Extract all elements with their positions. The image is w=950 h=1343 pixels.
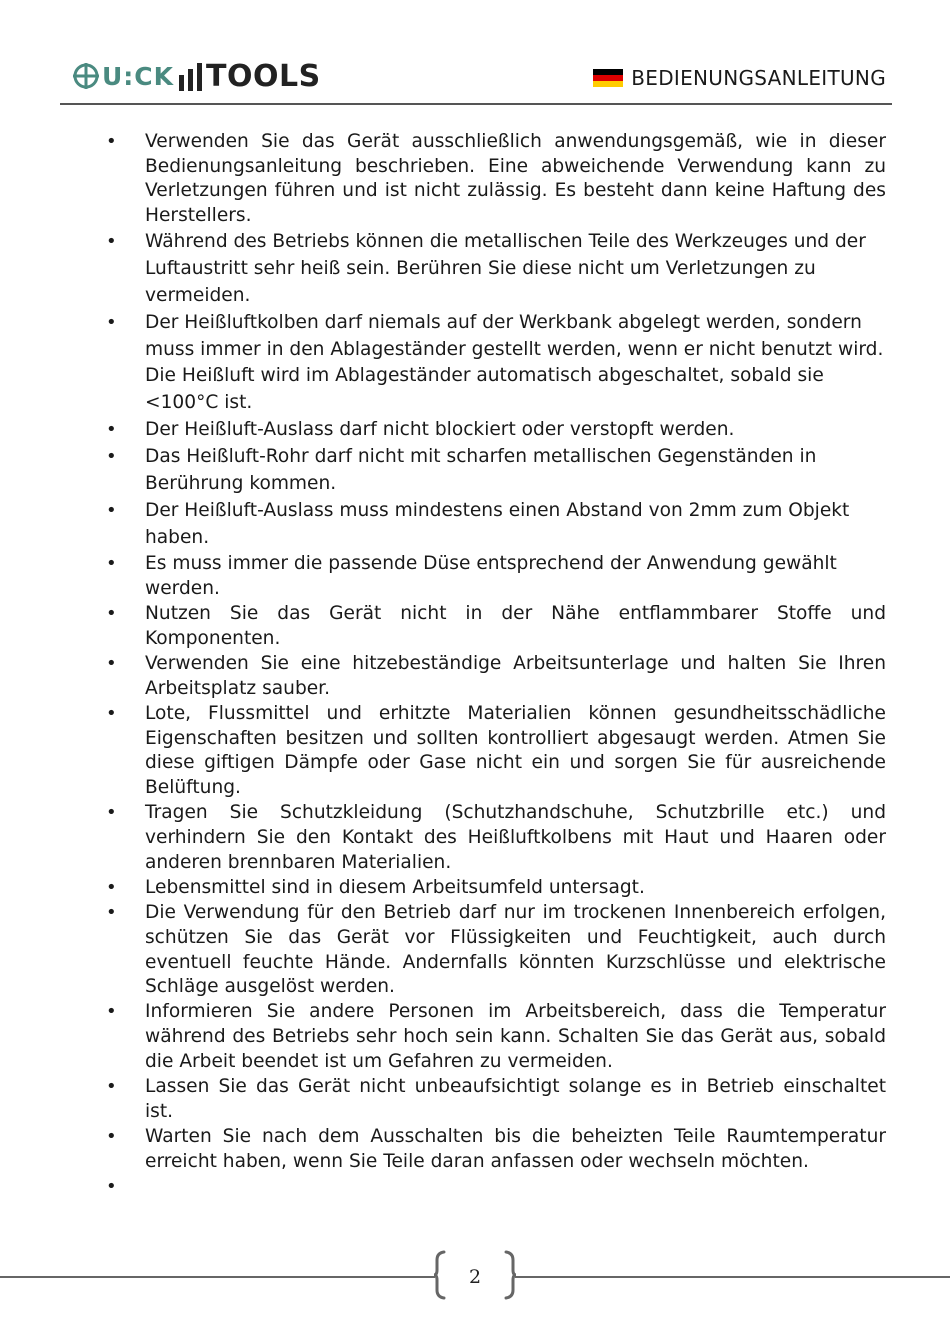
list-item: • Lassen Sie das Gerät nicht unbeaufsichtigt solange es in Betrieb einschaltet ist.	[96, 1075, 886, 1124]
footer-rule-right	[515, 1276, 950, 1278]
header-title-group	[593, 66, 886, 90]
list-item: • Während des Betriebs können die metallischen Teile des Werkzeuges und der Luftaustritt sehr heiß sein. Berühren Sie diese nicht um Verletzungen zu vermeiden.	[96, 229, 886, 309]
list-item: • Verwenden Sie das Gerät ausschließlich anwendungsgemäß, wie in dieser Bedienungsanleitung beschrieben. Eine abweichende Verwendung kann zu Verletzungen führen und ist nicht zulässig. Es besteht dann keine Haftung des Herstellers.	[96, 130, 886, 229]
list-item: • Der Heißluftkolben darf niemals auf der Werkbank abgelegt werden, sondern muss immer in den Ablageständer gestellt werden, wenn er nicht benutzt wird. Die Heißluft wird im Ablageständer automatisch abgeschaltet, sobald sie <100°C ist.	[96, 310, 886, 417]
list-item: • Das Heißluft-Rohr darf nicht mit scharfen metallischen Gegenständen in Berührung kommen.	[96, 444, 886, 497]
page-number: 2	[468, 1266, 482, 1288]
footer-rule-left	[0, 1276, 435, 1278]
list-item: • Es muss immer die passende Düse entsprechend der Anwendung gewählt werden.	[96, 552, 886, 601]
page-header	[0, 0, 950, 110]
list-item: • Lote, Flussmittel und erhitzte Materialien können gesundheitsschädliche Eigenschaften besitzen und sollten kontrolliert abgesaugt werden. Atmen Sie diese giftigen Dämpfe oder Gase nicht ein und sorgen Sie für ausreichende Belüftung.	[96, 702, 886, 801]
right-brace-icon	[502, 1250, 518, 1300]
left-brace-icon	[432, 1250, 448, 1300]
flag-stripe-gold	[593, 81, 623, 87]
page-footer	[0, 1246, 950, 1306]
bullet-list	[96, 130, 886, 1200]
list-item: • Warten Sie nach dem Ausschalten bis die beheizten Teile Raumtemperatur erreicht haben, wenn Sie Teile daran anfassen oder wechseln möchten.	[96, 1125, 886, 1174]
list-item: • Verwenden Sie eine hitzebeständige Arbeitsunterlage und halten Sie Ihren Arbeitsplatz sauber.	[96, 652, 886, 701]
list-item: • Nutzen Sie das Gerät nicht in der Nähe entflammbarer Stoffe und Komponenten.	[96, 602, 886, 651]
german-flag-icon	[593, 69, 623, 87]
logo-bars-icon	[178, 61, 204, 91]
list-item: • Die Verwendung für den Betrieb darf nur im trockenen Innenbereich erfolgen, schützen Sie das Gerät vor Flüssigkeiten und Feuchtigkeit, auch durch eventuell feuchte Hände. Andernfalls könnten Kurzschlüsse und elektrische Schläge ausgelöst werden.	[96, 901, 886, 1000]
logo-crosshair-icon	[72, 62, 100, 90]
list-item: • Lebensmittel sind in diesem Arbeitsumfeld untersagt.	[96, 876, 886, 901]
header-divider	[60, 103, 892, 105]
quicktools-logo	[72, 56, 321, 96]
list-item: • Informieren Sie andere Personen im Arbeitsbereich, dass die Temperatur während des Betriebs sehr hoch sein kann. Schalten Sie das Gerät aus, sobald die Arbeit beendet ist um Gefahren zu vermeiden.	[96, 1000, 886, 1074]
document-title: BEDIENUNGSANLEITUNG	[631, 66, 886, 90]
empty-list-item	[96, 1175, 886, 1200]
logo-text-quick: U:CK	[102, 61, 175, 91]
list-item: • Der Heißluft-Auslass muss mindestens einen Abstand von 2mm zum Objekt haben.	[96, 498, 886, 551]
safety-instructions	[96, 130, 886, 1200]
list-item: • Der Heißluft-Auslass darf nicht blockiert oder verstopft werden.	[96, 417, 886, 444]
list-item: • Tragen Sie Schutzkleidung (Schutzhandschuhe, Schutzbrille etc.) und verhindern Sie den Kontakt des Heißluftkolbens mit Haut und Haaren oder anderen brennbaren Materialien.	[96, 801, 886, 875]
logo-text-tools: TOOLS	[206, 58, 321, 94]
